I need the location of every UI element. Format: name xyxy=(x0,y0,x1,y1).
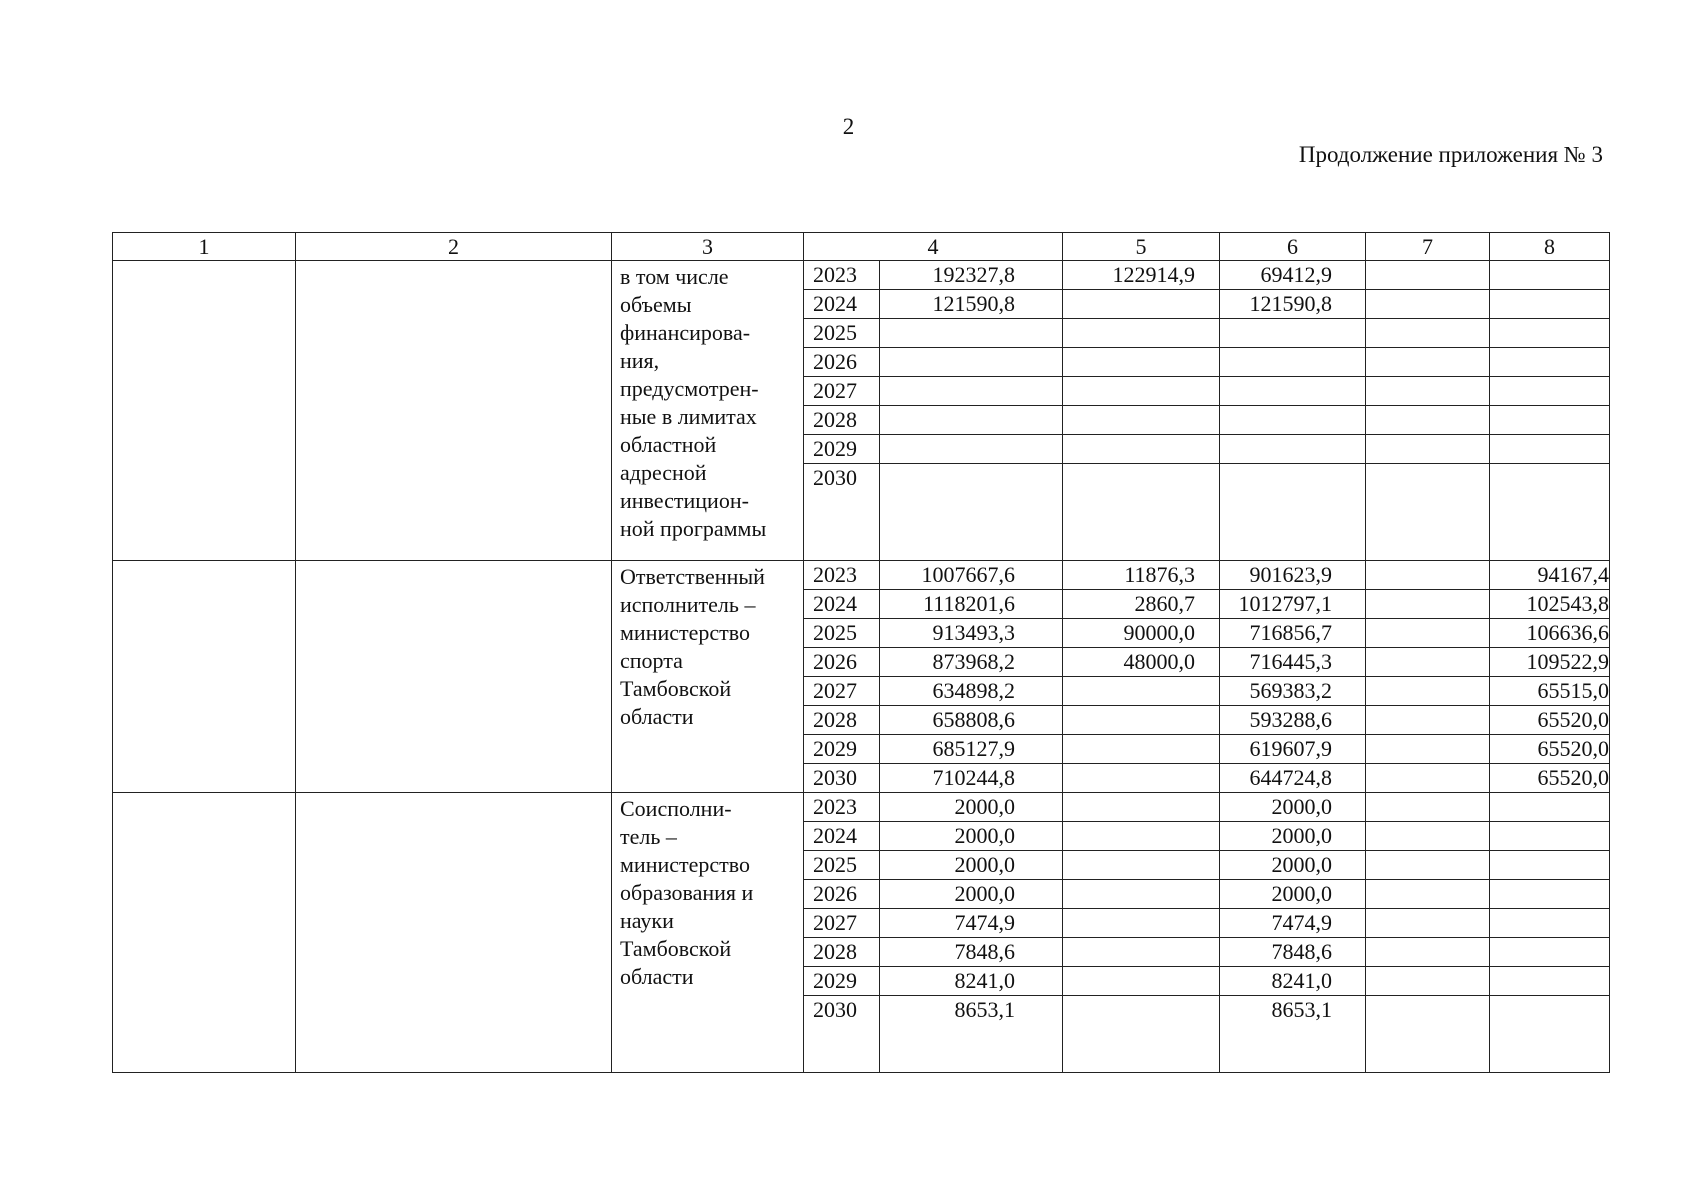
value-col5 xyxy=(1063,822,1220,851)
value-col7 xyxy=(1366,793,1490,822)
value-col8 xyxy=(1490,377,1610,406)
value-col5: 2860,7 xyxy=(1063,590,1220,619)
value-col8: 94167,4 xyxy=(1490,561,1610,590)
value-col7 xyxy=(1366,406,1490,435)
value-col8: 102543,8 xyxy=(1490,590,1610,619)
value-col7 xyxy=(1366,822,1490,851)
value-col6: 2000,0 xyxy=(1220,851,1366,880)
value-col4 xyxy=(880,377,1063,406)
description-line: адресной xyxy=(620,460,707,485)
value-col7 xyxy=(1366,648,1490,677)
year-cell: 2030 xyxy=(804,996,880,1073)
year-cell: 2025 xyxy=(804,319,880,348)
value-col6: 7848,6 xyxy=(1220,938,1366,967)
year-cell: 2024 xyxy=(804,290,880,319)
value-col8: 65520,0 xyxy=(1490,735,1610,764)
year-cell: 2027 xyxy=(804,677,880,706)
value-col5 xyxy=(1063,348,1220,377)
value-col7 xyxy=(1366,377,1490,406)
value-col4: 7848,6 xyxy=(880,938,1063,967)
value-col8 xyxy=(1490,996,1610,1073)
value-col6: 8653,1 xyxy=(1220,996,1366,1073)
description-line: ния, xyxy=(620,348,660,373)
table-row xyxy=(113,561,1610,590)
value-col7 xyxy=(1366,435,1490,464)
description-line: ной программы xyxy=(620,516,767,541)
value-col8 xyxy=(1490,406,1610,435)
value-col5: 48000,0 xyxy=(1063,648,1220,677)
value-col8: 65520,0 xyxy=(1490,764,1610,793)
year-cell: 2023 xyxy=(804,561,880,590)
value-col8 xyxy=(1490,851,1610,880)
description-line: области xyxy=(620,964,694,989)
year-cell: 2028 xyxy=(804,706,880,735)
value-col8 xyxy=(1490,793,1610,822)
value-col8 xyxy=(1490,435,1610,464)
value-col5 xyxy=(1063,677,1220,706)
value-col4 xyxy=(880,319,1063,348)
col2-cell xyxy=(296,261,612,561)
table-row xyxy=(113,261,1610,290)
value-col7 xyxy=(1366,706,1490,735)
value-col4 xyxy=(880,348,1063,377)
value-col5 xyxy=(1063,909,1220,938)
col-header-2: 2 xyxy=(296,233,612,261)
value-col7 xyxy=(1366,261,1490,290)
value-col6 xyxy=(1220,464,1366,561)
year-cell: 2029 xyxy=(804,967,880,996)
value-col4: 873968,2 xyxy=(880,648,1063,677)
year-cell: 2030 xyxy=(804,464,880,561)
value-col6 xyxy=(1220,319,1366,348)
value-col6: 569383,2 xyxy=(1220,677,1366,706)
description-line: образования и xyxy=(620,880,754,905)
col2-cell xyxy=(296,793,612,1073)
value-col6: 2000,0 xyxy=(1220,822,1366,851)
value-col6: 716856,7 xyxy=(1220,619,1366,648)
appendix-heading: Продолжение приложения № 3 xyxy=(1298,142,1603,167)
value-col6: 121590,8 xyxy=(1220,290,1366,319)
value-col8: 109522,9 xyxy=(1490,648,1610,677)
value-col4: 2000,0 xyxy=(880,880,1063,909)
description-line: ные в лимитах xyxy=(620,404,757,429)
group-description xyxy=(612,261,804,561)
year-cell: 2024 xyxy=(804,822,880,851)
value-col7 xyxy=(1366,851,1490,880)
value-col7 xyxy=(1366,967,1490,996)
value-col4: 1118201,6 xyxy=(880,590,1063,619)
year-cell: 2025 xyxy=(804,619,880,648)
value-col5 xyxy=(1063,464,1220,561)
column-number-row xyxy=(113,233,1610,261)
value-col7 xyxy=(1366,348,1490,377)
value-col7 xyxy=(1366,764,1490,793)
description-line: в том числе xyxy=(620,264,729,289)
value-col5 xyxy=(1063,996,1220,1073)
value-col6: 593288,6 xyxy=(1220,706,1366,735)
value-col7 xyxy=(1366,938,1490,967)
col-header-7: 7 xyxy=(1366,233,1490,261)
value-col5: 11876,3 xyxy=(1063,561,1220,590)
col1-cell xyxy=(113,561,296,793)
description-line: министерство xyxy=(620,852,751,877)
description-line: финансирова- xyxy=(620,320,751,345)
year-cell: 2030 xyxy=(804,764,880,793)
value-col5 xyxy=(1063,435,1220,464)
col-header-4: 4 xyxy=(804,233,1063,261)
value-col8 xyxy=(1490,464,1610,561)
value-col6: 901623,9 xyxy=(1220,561,1366,590)
value-col4: 913493,3 xyxy=(880,619,1063,648)
value-col5 xyxy=(1063,377,1220,406)
value-col6: 1012797,1 xyxy=(1220,590,1366,619)
group-description xyxy=(612,793,804,1073)
value-col5 xyxy=(1063,851,1220,880)
year-cell: 2026 xyxy=(804,880,880,909)
value-col8 xyxy=(1490,880,1610,909)
description-line: предусмотрен- xyxy=(620,376,759,401)
col-header-6: 6 xyxy=(1220,233,1366,261)
value-col4 xyxy=(880,464,1063,561)
value-col7 xyxy=(1366,909,1490,938)
year-cell: 2026 xyxy=(804,348,880,377)
value-col6: 2000,0 xyxy=(1220,880,1366,909)
year-cell: 2023 xyxy=(804,793,880,822)
value-col7 xyxy=(1366,996,1490,1073)
value-col8 xyxy=(1490,319,1610,348)
value-col8: 106636,6 xyxy=(1490,619,1610,648)
description-line: областной xyxy=(620,432,717,457)
value-col7 xyxy=(1366,561,1490,590)
description-line: спорта xyxy=(620,648,683,673)
group-description xyxy=(612,561,804,793)
value-col6 xyxy=(1220,348,1366,377)
value-col4: 121590,8 xyxy=(880,290,1063,319)
col-header-3: 3 xyxy=(612,233,804,261)
value-col6: 7474,9 xyxy=(1220,909,1366,938)
value-col7 xyxy=(1366,735,1490,764)
value-col8: 65515,0 xyxy=(1490,677,1610,706)
value-col8 xyxy=(1490,909,1610,938)
description-line: области xyxy=(620,704,694,729)
year-cell: 2027 xyxy=(804,377,880,406)
financing-table xyxy=(112,232,1610,1073)
value-col5 xyxy=(1063,706,1220,735)
value-col8 xyxy=(1490,822,1610,851)
value-col6 xyxy=(1220,435,1366,464)
value-col4: 7474,9 xyxy=(880,909,1063,938)
year-cell: 2026 xyxy=(804,648,880,677)
description-line: науки xyxy=(620,908,674,933)
description-line: Тамбовской xyxy=(620,676,732,701)
value-col4 xyxy=(880,435,1063,464)
description-line: Тамбовской xyxy=(620,936,732,961)
year-cell: 2023 xyxy=(804,261,880,290)
value-col7 xyxy=(1366,677,1490,706)
description-line: инвестицион- xyxy=(620,488,749,513)
year-cell: 2025 xyxy=(804,851,880,880)
value-col7 xyxy=(1366,290,1490,319)
value-col8 xyxy=(1490,938,1610,967)
description-line: тель – xyxy=(620,824,677,849)
value-col4: 685127,9 xyxy=(880,735,1063,764)
value-col5: 122914,9 xyxy=(1063,261,1220,290)
year-cell: 2028 xyxy=(804,406,880,435)
value-col4: 710244,8 xyxy=(880,764,1063,793)
year-cell: 2029 xyxy=(804,435,880,464)
description-line: Соисполни- xyxy=(620,796,732,821)
value-col4: 634898,2 xyxy=(880,677,1063,706)
value-col4: 8241,0 xyxy=(880,967,1063,996)
description-line: министерство xyxy=(620,620,751,645)
year-cell: 2028 xyxy=(804,938,880,967)
col-header-8: 8 xyxy=(1490,233,1610,261)
description-line: исполнитель – xyxy=(620,592,756,617)
description-line: Ответственный xyxy=(620,564,765,589)
value-col5 xyxy=(1063,290,1220,319)
value-col5: 90000,0 xyxy=(1063,619,1220,648)
value-col8 xyxy=(1490,348,1610,377)
value-col4: 658808,6 xyxy=(880,706,1063,735)
col-header-5: 5 xyxy=(1063,233,1220,261)
value-col4: 8653,1 xyxy=(880,996,1063,1073)
value-col6 xyxy=(1220,377,1366,406)
value-col5 xyxy=(1063,764,1220,793)
value-col6: 2000,0 xyxy=(1220,793,1366,822)
page-number: 2 xyxy=(842,114,855,139)
value-col5 xyxy=(1063,319,1220,348)
value-col5 xyxy=(1063,967,1220,996)
value-col5 xyxy=(1063,793,1220,822)
value-col6: 619607,9 xyxy=(1220,735,1366,764)
value-col8 xyxy=(1490,261,1610,290)
col1-cell xyxy=(113,261,296,561)
value-col6: 69412,9 xyxy=(1220,261,1366,290)
value-col4: 2000,0 xyxy=(880,822,1063,851)
year-cell: 2024 xyxy=(804,590,880,619)
value-col8 xyxy=(1490,290,1610,319)
year-cell: 2029 xyxy=(804,735,880,764)
value-col5 xyxy=(1063,938,1220,967)
value-col4: 2000,0 xyxy=(880,851,1063,880)
col1-cell xyxy=(113,793,296,1073)
value-col7 xyxy=(1366,464,1490,561)
value-col4 xyxy=(880,406,1063,435)
value-col4: 1007667,6 xyxy=(880,561,1063,590)
value-col5 xyxy=(1063,880,1220,909)
value-col6: 716445,3 xyxy=(1220,648,1366,677)
description-line: объемы xyxy=(620,292,692,317)
value-col7 xyxy=(1366,590,1490,619)
value-col5 xyxy=(1063,406,1220,435)
value-col6 xyxy=(1220,406,1366,435)
col2-cell xyxy=(296,561,612,793)
value-col4: 192327,8 xyxy=(880,261,1063,290)
value-col7 xyxy=(1366,619,1490,648)
col-header-1: 1 xyxy=(113,233,296,261)
value-col7 xyxy=(1366,319,1490,348)
value-col6: 644724,8 xyxy=(1220,764,1366,793)
value-col5 xyxy=(1063,735,1220,764)
value-col8 xyxy=(1490,967,1610,996)
value-col8: 65520,0 xyxy=(1490,706,1610,735)
value-col6: 8241,0 xyxy=(1220,967,1366,996)
value-col7 xyxy=(1366,880,1490,909)
value-col4: 2000,0 xyxy=(880,793,1063,822)
table-row xyxy=(113,793,1610,822)
year-cell: 2027 xyxy=(804,909,880,938)
